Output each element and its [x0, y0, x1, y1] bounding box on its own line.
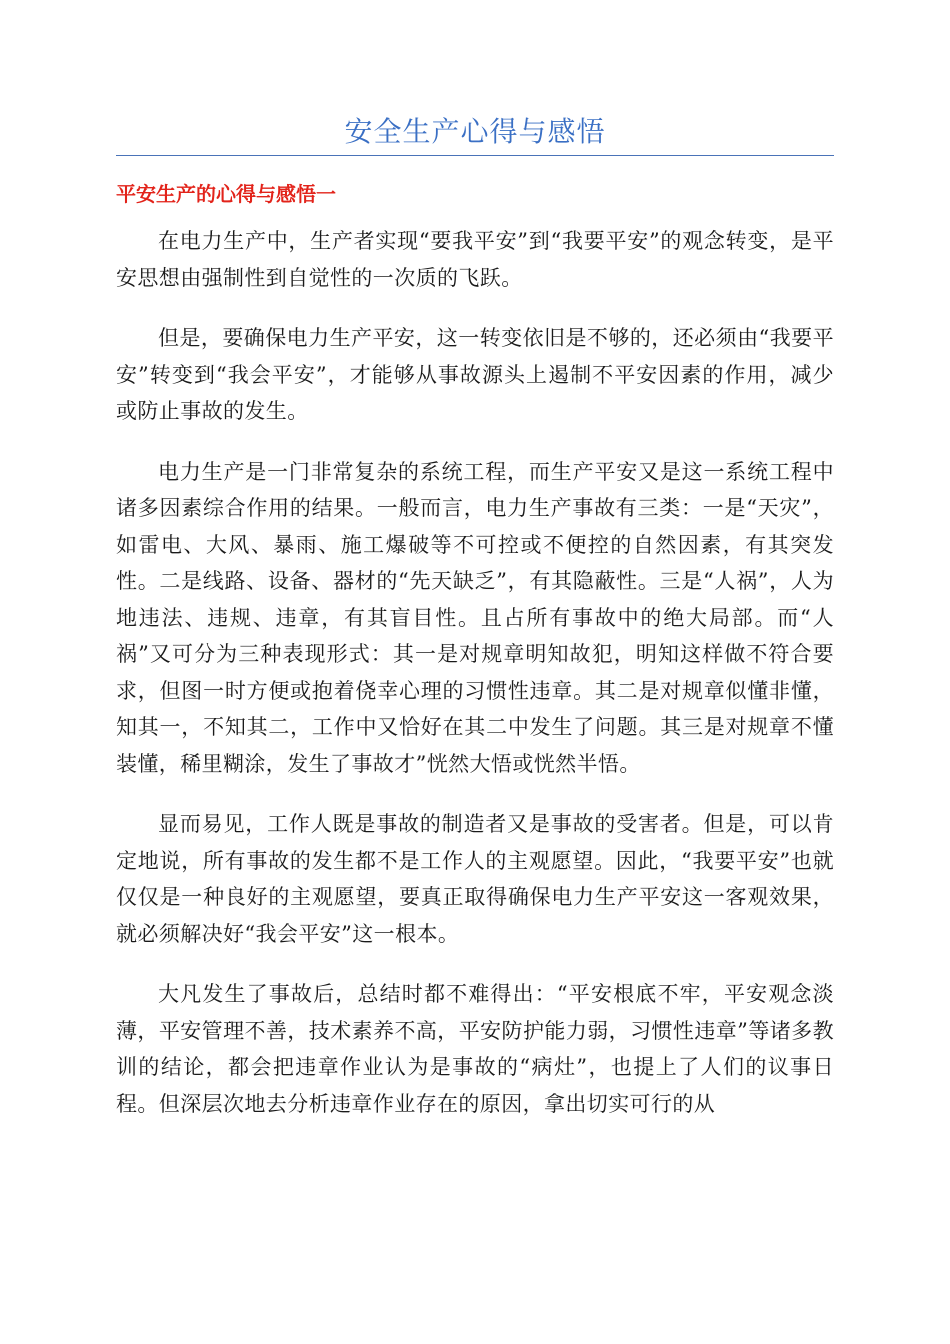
paragraph-5: 大凡发生了事故后，总结时都不难得出：“平安根底不牢，平安观念淡薄，平安管理不善，技术素养不高，平安防护能力弱，习惯性违章”等诸多教训的结论，都会把违章作业认为是事故的“病灶”，也提上了人们的议事日程。但深层次地去分析违章作业存在的原因，拿出切实可行的从 — [116, 982, 834, 1116]
title-divider — [116, 155, 834, 156]
paragraph-1: 在电力生产中，生产者实现“要我平安”到“我要平安”的观念转变，是平安思想由强制性到自觉性的一次质的飞跃。 — [116, 229, 834, 290]
paragraph-4: 显而易见，工作人既是事故的制造者又是事故的受害者。但是，可以肯定地说，所有事故的发生都不是工作人的主观愿望。因此，“我要平安”也就仅仅是一种良好的主观愿望，要真正取得确保电力生产平安这一客观效果，就必须解决好“我会平安”这一根本。 — [116, 812, 834, 946]
body-text — [116, 223, 834, 1146]
section-heading: 平安生产的心得与感悟一 — [116, 182, 336, 206]
paragraph-2: 但是，要确保电力生产平安，这一转变依旧是不够的，还必须由“我要平安”转变到“我会平安”，才能够从事故源头上遏制不平安因素的作用，减少或防止事故的发生。 — [116, 326, 834, 423]
document-title: 安全生产心得与感悟 — [344, 115, 606, 148]
paragraph-3: 电力生产是一门非常复杂的系统工程，而生产平安又是这一系统工程中诸多因素综合作用的结果。一般而言，电力生产事故有三类：一是“天灾”，如雷电、大风、暴雨、施工爆破等不可控或不便控的自然因素，有其突发性。二是线路、设备、器材的“先天缺乏”，有其隐蔽性。三是“人祸”，人为地违法、违规、违章，有其盲目性。且占所有事故中的绝大局部。而“人祸”又可分为三种表现形式：其一是对规章明知故犯，明知这样做不符合要求，但图一时方便或抱着侥幸心理的习惯性违章。其二是对规章似懂非懂，知其一，不知其二，工作中又恰好在其二中发生了问题。其三是对规章不懂装懂，稀里糊涂，发生了事故才”恍然大悟或恍然半悟。 — [116, 459, 834, 776]
